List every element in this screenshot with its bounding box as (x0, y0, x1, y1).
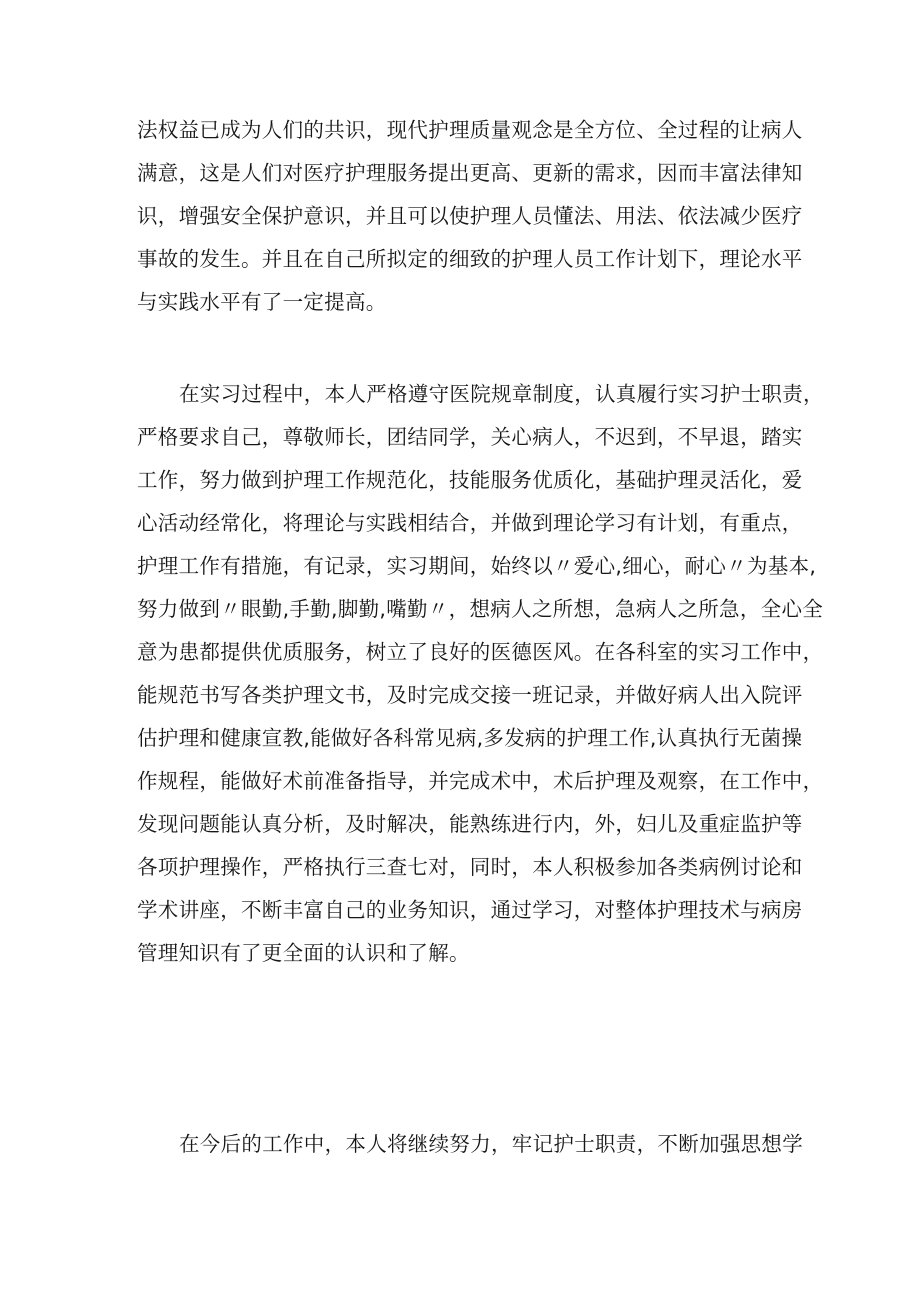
text-line: 与实践水平有了一定提高。 (137, 290, 387, 314)
text-line: 意为患都提供优质服务，树立了良好的医德医风。在各科室的实习工作中， (137, 640, 824, 664)
text-line: 工作，努力做到护理工作规范化，技能服务优质化，基础护理灵活化，爱 (137, 468, 803, 492)
text-line: 满意，这是人们对医疗护理服务提出更高、更新的需求，因而丰富法律知 (137, 161, 803, 185)
text-line: 严格要求自己，尊敬师长，团结同学，关心病人，不迟到，不早退，踏实 (137, 425, 803, 449)
text-line: 估护理和健康宣教,能做好各科常见病,多发病的护理工作,认真执行无菌操 (137, 726, 803, 750)
text-line: 事故的发生。并且在自己所拟定的细致的护理人员工作计划下，理论水平 (137, 247, 803, 271)
text-line: 在今后的工作中，本人将继续努力，牢记护士职责，不断加强思想学 (179, 1132, 803, 1156)
text-line: 法权益已成为人们的共识，现代护理质量观念是全方位、全过程的让病人 (137, 118, 803, 142)
text-line: 识，增强安全保护意识，并且可以使护理人员懂法、用法、依法减少医疗 (137, 204, 803, 228)
text-line: 管理知识有了更全面的认识和了解。 (137, 941, 470, 965)
text-line: 护理工作有措施，有记录，实习期间，始终以〃爱心,细心，耐心〃为基本, (137, 554, 817, 578)
text-line: 心活动经常化，将理论与实践相结合，并做到理论学习有计划，有重点， (137, 511, 803, 535)
text-line: 学术讲座，不断丰富自己的业务知识，通过学习，对整体护理技术与病房 (137, 898, 803, 922)
text-line: 能规范书写各类护理文书，及时完成交接一班记录，并做好病人出入院评 (137, 683, 803, 707)
text-line: 在实习过程中，本人严格遵守医院规章制度，认真履行实习护士职责， (179, 382, 824, 406)
text-line: 各项护理操作，严格执行三查七对，同时，本人积极参加各类病例讨论和 (137, 855, 803, 879)
text-line: 努力做到〃眼勤,手勤,脚勤,嘴勤〃，想病人之所想，急病人之所急，全心全 (137, 597, 824, 621)
text-line: 作规程，能做好术前准备指导，并完成术中，术后护理及观察，在工作中， (137, 769, 824, 793)
text-line: 发现问题能认真分析，及时解决，能熟练进行内，外，妇儿及重症监护等 (137, 812, 803, 836)
